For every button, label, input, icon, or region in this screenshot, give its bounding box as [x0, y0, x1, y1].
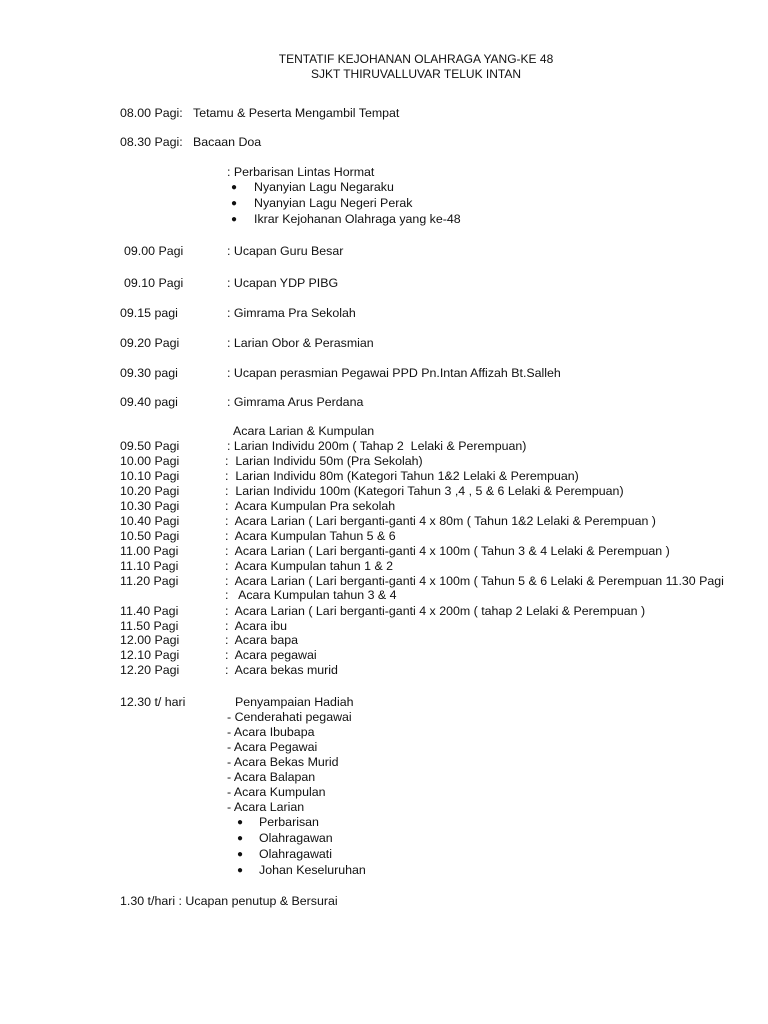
- agenda-text: : Ucapan perasmian Pegawai PPD Pn.Intan Affizah Bt.Salleh: [227, 366, 561, 380]
- event-time: 11.50 Pagi: [120, 619, 179, 633]
- event-time: 11.10 Pagi: [120, 559, 179, 573]
- opening-time: 08.30 Pagi:: [120, 135, 183, 149]
- closing-line: 1.30 t/hari : Ucapan penutup & Bersurai: [120, 894, 338, 908]
- event-text: : Acara Kumpulan tahun 1 & 2: [225, 559, 394, 573]
- hadiah-item: - Acara Pegawai: [227, 740, 318, 754]
- bullet-icon: ●: [231, 214, 238, 225]
- event-text: : Acara bekas murid: [225, 663, 338, 677]
- bullet-icon: ●: [237, 817, 244, 828]
- agenda-text: : Ucapan Guru Besar: [227, 244, 344, 258]
- event-text: : Acara Larian ( Lari berganti-ganti 4 x 200m ( tahap 2 Lelaki & Perempuan ): [225, 604, 646, 618]
- event-time: 12.10 Pagi: [120, 648, 180, 662]
- opening-text: Tetamu & Peserta Mengambil Tempat: [193, 106, 400, 120]
- bullet-icon: ●: [237, 833, 244, 844]
- perbarisan-item: Nyanyian Lagu Negaraku: [254, 180, 394, 194]
- event-time: 10.50 Pagi: [120, 529, 180, 543]
- hadiah-time: 12.30 t/ hari: [120, 695, 186, 709]
- hadiah-item: - Acara Bekas Murid: [227, 755, 339, 769]
- event-time: 12.20 Pagi: [120, 663, 180, 677]
- event-time: 11.40 Pagi: [120, 604, 179, 618]
- hadiah-item: - Acara Larian: [227, 800, 305, 814]
- agenda-text: : Gimrama Arus Perdana: [227, 395, 364, 409]
- opening-time: 08.00 Pagi:: [120, 106, 183, 120]
- event-text: : Larian Individu 80m (Kategori Tahun 1&2 Lelaki & Perempuan): [225, 469, 579, 483]
- event-time: 11.00 Pagi: [120, 544, 179, 558]
- event-time: 10.40 Pagi: [120, 514, 180, 528]
- perbarisan-heading: : Perbarisan Lintas Hormat: [227, 165, 375, 179]
- document-title: TENTATIF KEJOHANAN OLAHRAGA YANG-KE 48: [278, 52, 554, 66]
- acara-heading: Acara Larian & Kumpulan: [233, 424, 375, 438]
- event-time: 12.00 Pagi: [120, 633, 180, 647]
- hadiah-sub-item: Olahragawan: [259, 831, 333, 845]
- event-text: : Acara Kumpulan tahun 3 & 4: [225, 588, 397, 602]
- bullet-icon: ●: [231, 198, 238, 209]
- event-text: : Larian Individu 200m ( Tahap 2 Lelaki & Perempuan): [227, 439, 527, 453]
- agenda-text: : Gimrama Pra Sekolah: [227, 306, 356, 320]
- event-time: 10.30 Pagi: [120, 499, 180, 513]
- perbarisan-item: Ikrar Kejohanan Olahraga yang ke-48: [254, 212, 461, 226]
- event-text: : Acara Kumpulan Pra sekolah: [225, 499, 396, 513]
- document-subtitle: SJKT THIRUVALLUVAR TELUK INTAN: [310, 67, 522, 81]
- event-text: : Acara Larian ( Lari berganti-ganti 4 x 80m ( Tahun 1&2 Lelaki & Perempuan ): [225, 514, 656, 528]
- hadiah-heading: Penyampaian Hadiah: [235, 695, 354, 709]
- hadiah-item: - Acara Ibubapa: [227, 725, 315, 739]
- event-text: : Larian Individu 50m (Pra Sekolah): [225, 454, 423, 468]
- event-time: 10.20 Pagi: [120, 484, 180, 498]
- agenda-time: 09.15 pagi: [120, 306, 178, 320]
- agenda-text: : Larian Obor & Perasmian: [227, 336, 374, 350]
- agenda-time: 09.20 Pagi: [120, 336, 180, 350]
- event-time: 11.20 Pagi: [120, 574, 179, 588]
- event-time: 10.00 Pagi: [120, 454, 180, 468]
- hadiah-sub-item: Johan Keseluruhan: [259, 863, 366, 877]
- agenda-time: 09.30 pagi: [120, 366, 178, 380]
- hadiah-sub-item: Olahragawati: [259, 847, 333, 861]
- opening-text: Bacaan Doa: [193, 135, 262, 149]
- agenda-time: 09.00 Pagi: [124, 244, 184, 258]
- agenda-time: 09.10 Pagi: [124, 276, 184, 290]
- event-time: 09.50 Pagi: [120, 439, 180, 453]
- agenda-text: : Ucapan YDP PIBG: [227, 276, 339, 290]
- event-text: : Acara ibu: [225, 619, 287, 633]
- perbarisan-item: Nyanyian Lagu Negeri Perak: [254, 196, 413, 210]
- hadiah-item: - Cenderahati pegawai: [227, 710, 352, 724]
- event-time: 10.10 Pagi: [120, 469, 180, 483]
- event-text: : Acara Kumpulan Tahun 5 & 6: [225, 529, 396, 543]
- event-text: : Larian Individu 100m (Kategori Tahun 3 ,4 , 5 & 6 Lelaki & Perempuan): [225, 484, 624, 498]
- agenda-time: 09.40 pagi: [120, 395, 178, 409]
- event-text: : Acara Larian ( Lari berganti-ganti 4 x 100m ( Tahun 5 & 6 Lelaki & Perempuan 11.30 Pagi: [225, 574, 724, 588]
- bullet-icon: ●: [231, 182, 238, 193]
- event-text: : Acara Larian ( Lari berganti-ganti 4 x 100m ( Tahun 3 & 4 Lelaki & Perempuan ): [225, 544, 670, 558]
- bullet-icon: ●: [237, 849, 244, 860]
- event-text: : Acara pegawai: [225, 648, 317, 662]
- hadiah-sub-item: Perbarisan: [259, 815, 319, 829]
- hadiah-item: - Acara Balapan: [227, 770, 316, 784]
- event-text: : Acara bapa: [225, 633, 299, 647]
- bullet-icon: ●: [237, 865, 244, 876]
- hadiah-item: - Acara Kumpulan: [227, 785, 326, 799]
